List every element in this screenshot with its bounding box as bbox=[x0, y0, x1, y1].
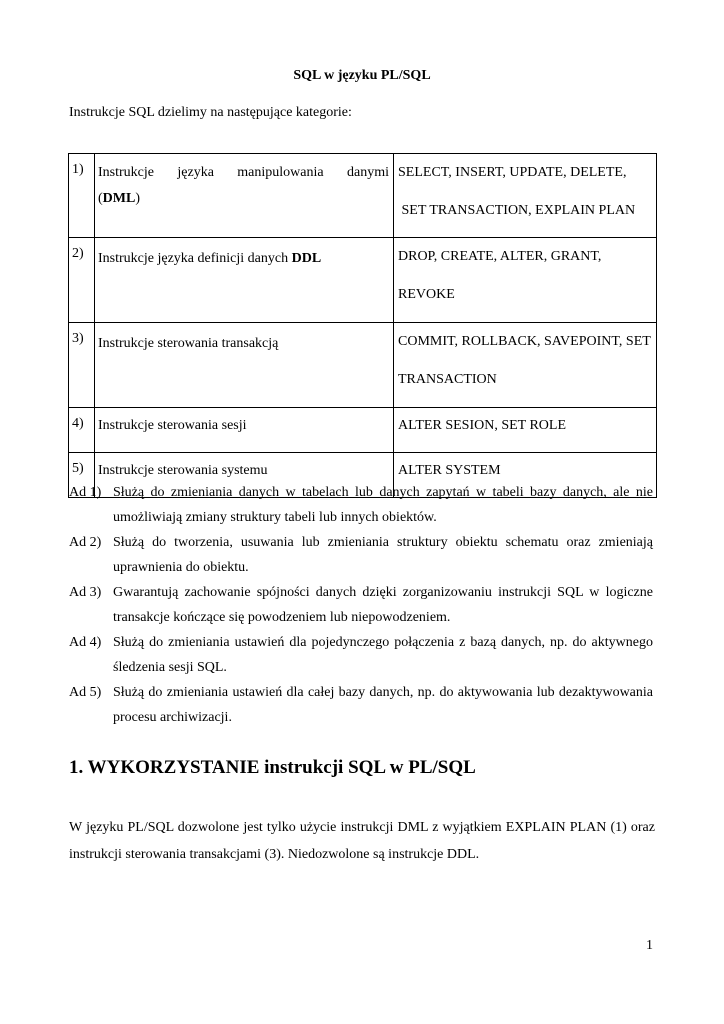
abbreviation: DDL bbox=[291, 251, 322, 266]
section-heading: 1. WYKORZYSTANIE instrukcji SQL w PL/SQL bbox=[69, 757, 476, 778]
ad-label: Ad 3) bbox=[69, 585, 102, 600]
abbreviation: DML bbox=[102, 191, 136, 206]
row-commands bbox=[394, 323, 657, 408]
list-item bbox=[69, 530, 653, 580]
ad-text: Służą do zmieniania ustawień dla pojedynczego połączenia z bazą danych, np. do aktywnego śledzenia sesji SQL. bbox=[113, 635, 653, 675]
row-description: Instrukcje sterowania systemu bbox=[95, 453, 394, 498]
list-item bbox=[69, 680, 653, 730]
ad-text: Służą do zmieniania ustawień dla całej bazy danych, np. do aktywowania lub dezaktywowania procesu archiwizacji. bbox=[113, 685, 653, 725]
command-line: SET TRANSACTION, EXPLAIN PLAN bbox=[398, 203, 636, 218]
row-number: 3) bbox=[69, 323, 95, 408]
desc-word: manipulowania bbox=[237, 165, 324, 180]
row-number: 1) bbox=[69, 154, 95, 238]
command-line: SELECT, INSERT, UPDATE, DELETE, bbox=[398, 165, 627, 180]
row-description: Instrukcje sterowania transakcją bbox=[95, 323, 394, 408]
ad-text: Służą do zmieniania danych w tabelach lub danych zapytań w tabeli bazy danych, ale nie umożliwiają zmiany struktury tabeli lub innych obiektów. bbox=[113, 485, 653, 525]
command-line: COMMIT, ROLLBACK, SAVEPOINT, SET bbox=[398, 334, 651, 349]
paren-open: ( bbox=[98, 191, 103, 206]
intro-text: Instrukcje SQL dzielimy na następujące kategorie: bbox=[69, 105, 352, 120]
ad-label: Ad 2) bbox=[69, 535, 102, 550]
ad-label: Ad 4) bbox=[69, 635, 102, 650]
row-description: Instrukcje języka definicji danych DDL bbox=[95, 238, 394, 323]
table-row bbox=[69, 408, 657, 453]
paren-close: ) bbox=[135, 191, 141, 206]
row-commands: ALTER SYSTEM bbox=[394, 453, 657, 498]
list-item bbox=[69, 480, 653, 530]
ad-label: Ad 5) bbox=[69, 685, 102, 700]
table-row bbox=[69, 154, 657, 238]
command-line: TRANSACTION bbox=[398, 372, 497, 387]
desc-word: Instrukcje bbox=[98, 165, 154, 180]
row-description: Instrukcje sterowania sesji bbox=[95, 408, 394, 453]
list-item bbox=[69, 630, 653, 680]
list-item bbox=[69, 580, 653, 630]
table-row bbox=[69, 323, 657, 408]
sql-categories-table bbox=[68, 153, 657, 498]
desc-word: danymi bbox=[347, 165, 389, 180]
row-number: 5) bbox=[69, 453, 95, 498]
row-commands bbox=[394, 238, 657, 323]
body-paragraph: W języku PL/SQL dozwolone jest tylko użycie instrukcji DML z wyjątkiem EXPLAIN PLAN (1) oraz instrukcji sterowania transakcjami (3). Niedozwolone są instrukcje DDL. bbox=[69, 820, 655, 862]
ad-label: Ad 1) bbox=[69, 485, 102, 500]
row-commands: ALTER SESION, SET ROLE bbox=[394, 408, 657, 453]
row-number: 4) bbox=[69, 408, 95, 453]
row-number: 2) bbox=[69, 238, 95, 323]
page-title: SQL w języku PL/SQL bbox=[293, 68, 431, 83]
command-line: DROP, CREATE, ALTER, GRANT, bbox=[398, 249, 602, 264]
page-number: 1 bbox=[646, 938, 653, 953]
command-line: REVOKE bbox=[398, 287, 455, 302]
desc-word: języka bbox=[177, 165, 214, 180]
row-description bbox=[95, 154, 394, 238]
table-row bbox=[69, 238, 657, 323]
ad-text: Służą do tworzenia, usuwania lub zmieniania struktury obiektu schematu oraz zmieniają uprawnienia do obiektu. bbox=[113, 535, 653, 575]
ad-text: Gwarantują zachowanie spójności danych dzięki zorganizowaniu instrukcji SQL w logiczne transakcje kończące się powodzeniem lub niepowodzeniem. bbox=[113, 585, 653, 625]
ad-list bbox=[69, 480, 653, 730]
row-commands bbox=[394, 154, 657, 238]
